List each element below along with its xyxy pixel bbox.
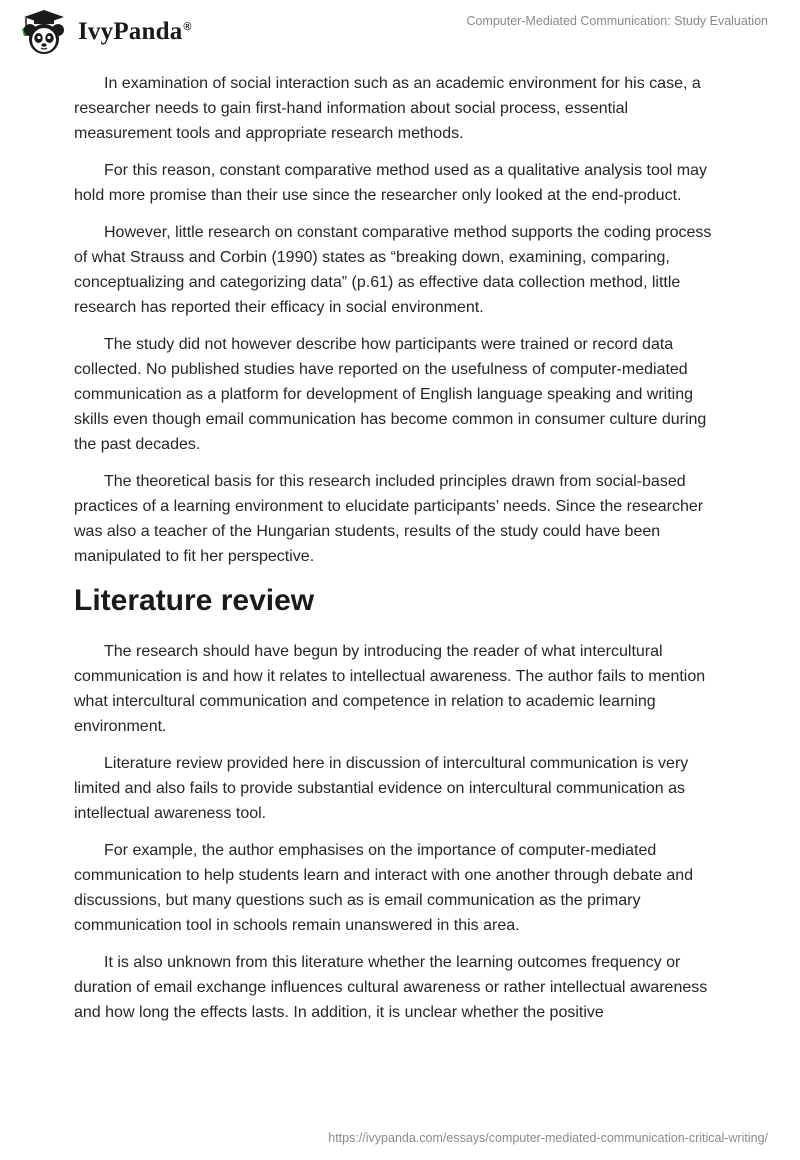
registered-mark: ® — [183, 20, 192, 33]
logo-wordmark — [78, 18, 192, 46]
document-title: Computer-Mediated Communication: Study Evaluation — [466, 14, 768, 28]
section-heading: Literature review — [74, 584, 315, 617]
paragraph: However, little research on constant comparative method supports the coding process of what Strauss and Corbin (1990) states as “breaking down, examining, comparing, conceptualizing and categorizing data” (p.61) as effective data collection method, little research has reported their efficacy in social environment. — [74, 224, 712, 316]
paragraph: It is also unknown from this literature whether the learning outcomes frequency or duration of email exchange influences cultural awareness or rather intellectual awareness and how long the effects lasts. In addition, it is unclear whether the positive — [74, 954, 708, 1021]
panda-graduation-icon — [14, 8, 72, 56]
logo-text: IvyPanda — [78, 18, 183, 45]
essay-content — [74, 71, 722, 1037]
ivypanda-logo[interactable] — [14, 8, 192, 56]
paragraph: The study did not however describe how participants were trained or record data collected. No published studies have reported on the usefulness of computer-mediated communication as a platform for development of English language speaking and writing skills even though email communication has become common in consumer culture during the past decades. — [74, 336, 707, 453]
paragraph: In examination of social interaction such as an academic environment for his case, a researcher needs to gain first-hand information about social process, essential measurement tools and appropriate research methods. — [74, 75, 701, 142]
paragraph: Literature review provided here in discussion of intercultural communication is very limited and also fails to provide substantial evidence on intercultural communication as intellectual awareness tool. — [74, 755, 689, 822]
page-header — [0, 0, 800, 62]
paragraph: The theoretical basis for this research included principles drawn from social-based practices of a learning environment to elucidate participants’ needs. Since the researcher was also a teacher of the Hungarian students, results of the study could have been manipulated to fit her perspective. — [74, 473, 704, 565]
paragraph: The research should have begun by introducing the reader of what intercultural communication is and how it relates to intellectual awareness. The author fails to mention what intercultural communication and competence in relation to academic learning environment. — [74, 643, 706, 735]
paragraph: For example, the author emphasises on the importance of computer-mediated communication to help students learn and interact with one another through debate and discussions, but many questions such as is email communication as the primary communication tool in schools remain unanswered in this area. — [74, 842, 694, 934]
source-url[interactable]: https://ivypanda.com/essays/computer-mediated-communication-critical-writing/ — [328, 1131, 768, 1145]
paragraph: For this reason, constant comparative method used as a qualitative analysis tool may hold more promise than their use since the researcher only looked at the end-product. — [74, 162, 707, 204]
